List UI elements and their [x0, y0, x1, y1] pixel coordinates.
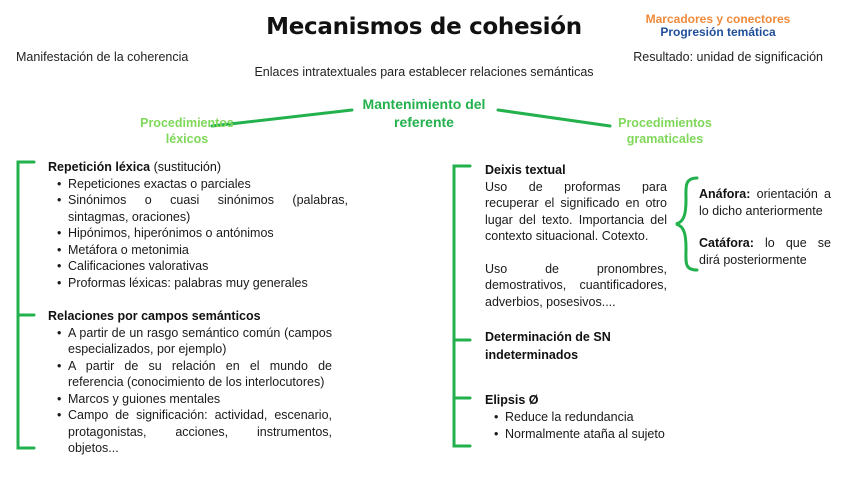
lexical-branch-line1: Procedimientos: [140, 116, 234, 130]
lexical-column: [48, 159, 348, 457]
left-bracket: [18, 162, 34, 448]
list-item: • Marcos y guiones mentales: [48, 391, 332, 408]
catafora-term: Catáfora:: [699, 236, 754, 250]
curly-brace: [676, 178, 697, 270]
anafora-text: orientación a lo dicho anteriormente: [699, 187, 831, 218]
deixis-para2: Uso de pronombres, demostrativos, cuantificadores, adverbios, posesivos....: [485, 261, 667, 309]
center-node-line1: Mantenimiento del: [362, 96, 486, 112]
determinacion-line2: indeterminados: [485, 348, 579, 362]
note-coherence: Manifestación de la coherencia: [16, 50, 189, 64]
grammatical-branch: [590, 115, 740, 147]
lexical-branch: [112, 115, 262, 147]
elipsis-block: [485, 392, 705, 443]
list-item: • Repeticiones exactas o parciales: [48, 176, 348, 193]
center-node: [350, 95, 498, 131]
list-item: • Proformas léxicas: palabras muy generales: [48, 275, 348, 292]
elipsis-heading: Elipsis Ø: [485, 393, 539, 407]
list-item: • Calificaciones valorativas: [48, 258, 348, 275]
list-item: • Hipónimos, hiperónimos o antónimos: [48, 225, 348, 242]
list-item: • Normalmente ataña al sujeto: [485, 426, 705, 443]
note-result: Resultado: unidad de significación: [633, 50, 823, 64]
anafora-term: Anáfora:: [699, 187, 751, 201]
campos-list: [48, 325, 332, 457]
subtitle: Enlaces intratextuales para establecer relaciones semánticas: [254, 65, 594, 79]
grammatical-column: [485, 162, 667, 310]
catafora-note: [699, 235, 831, 268]
deixis-heading: Deixis textual: [485, 163, 566, 177]
catafora-text: lo que se dirá posteriormente: [699, 236, 831, 267]
page-title: Mecanismos de cohesión: [266, 14, 582, 40]
list-item: • A partir de un rasgo semántico común (campos especializados, por ejemplo): [48, 325, 332, 358]
repeticion-heading-paren: (sustitución): [153, 160, 221, 174]
deixis-para1: Uso de proformas para recuperar el significado en otro lugar del texto. Importancia del contexto situacional. Cotexto.: [485, 179, 667, 243]
repeticion-list: [48, 176, 348, 292]
campos-heading: Relaciones por campos semánticos: [48, 309, 261, 323]
list-item: • Reduce la redundancia: [485, 409, 705, 426]
determinacion-heading: [485, 328, 611, 364]
determinacion-line1: Determinación de SN: [485, 330, 611, 344]
grammatical-branch-line2: gramaticales: [626, 132, 704, 146]
right-bracket: [454, 166, 470, 446]
list-item: • Metáfora o metonimia: [48, 242, 348, 259]
repeticion-heading-main: Repetición léxica: [48, 160, 151, 174]
tag-connectors: Marcadores y conectores: [645, 12, 791, 26]
lexical-branch-line2: léxicos: [165, 132, 209, 146]
anafora-note: [699, 186, 831, 219]
elipsis-list: [485, 409, 705, 443]
list-item: • Sinónimos o cuasi sinónimos (palabras, sintagmas, oraciones): [48, 192, 348, 225]
repeticion-heading: [48, 159, 348, 176]
list-item: • Campo de significación: actividad, escenario, protagonistas, acciones, instrumentos, objetos...: [48, 407, 332, 457]
center-node-line2: referente: [394, 114, 454, 130]
list-item: • A partir de su relación en el mundo de referencia (conocimiento de los interlocutores): [48, 358, 332, 391]
grammatical-branch-line1: Procedimientos: [618, 116, 712, 130]
tag-thematic-progression: Progresión temática: [660, 25, 776, 39]
